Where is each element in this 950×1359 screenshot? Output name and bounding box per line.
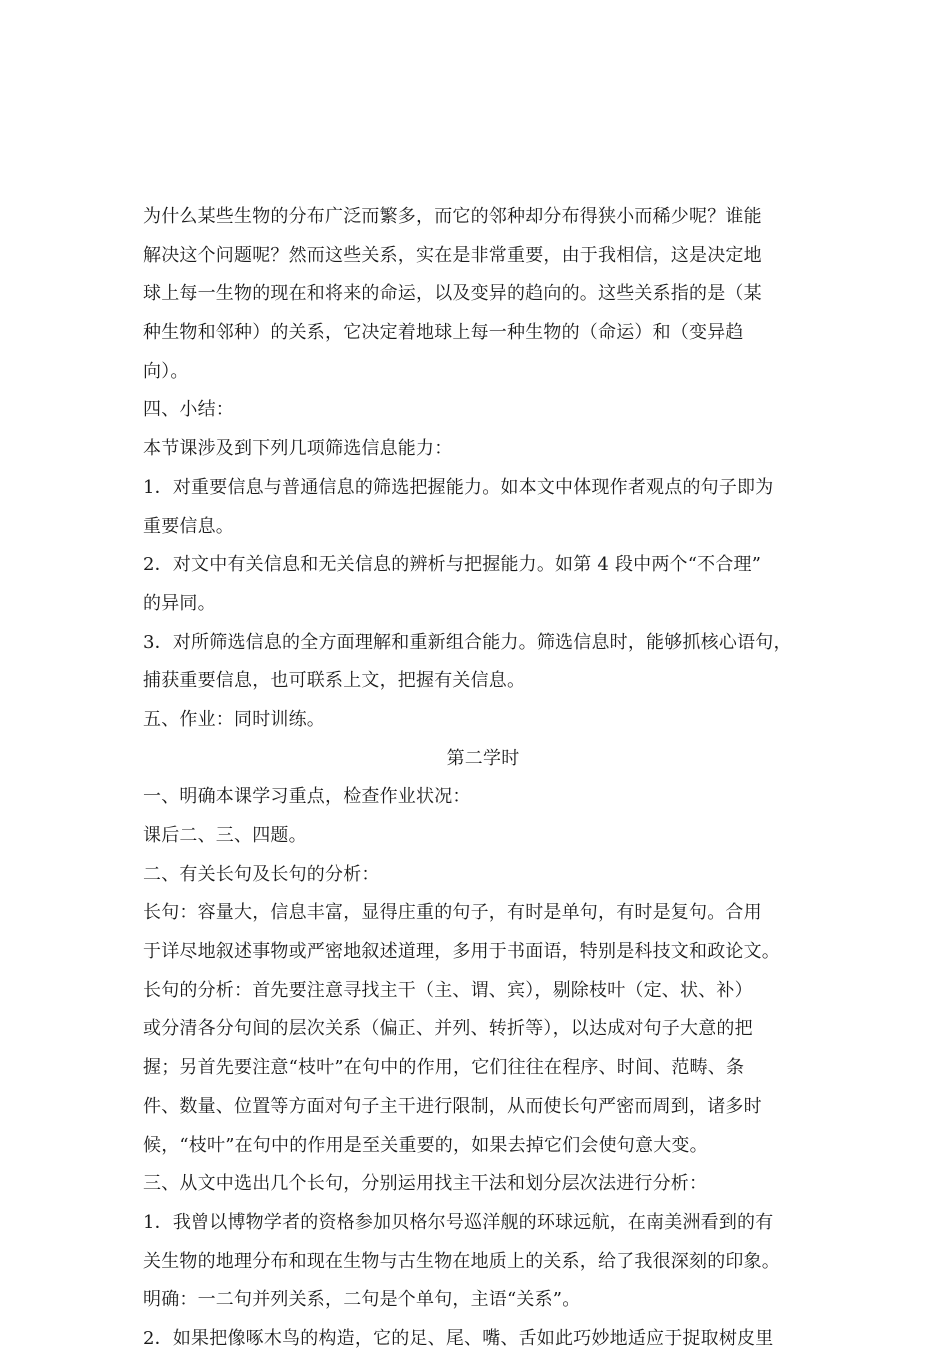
text-line: 捕获重要信息，也可联系上文，把握有关信息。: [143, 670, 526, 692]
text-line: 1．我曾以博物学者的资格参加贝格尔号巡洋舰的环球远航，在南美洲看到的有: [143, 1211, 774, 1233]
text-line: 2．对文中有关信息和无关信息的辨析与把握能力。如第 4 段中两个“不合理”: [143, 554, 762, 576]
text-line: 2．如果把像啄木鸟的构造，它的足、尾、嘴、舌如此巧妙地适应于捉取树皮里: [143, 1327, 774, 1349]
text-line: 为什么某些生物的分布广泛而繁多，而它的邻种却分布得狭小而稀少呢？谁能: [143, 206, 762, 227]
text-line: 长句的分析：首先要注意寻找主干（主、谓、宾），剔除枝叶（定、状、补）: [143, 979, 753, 1001]
text-line: 本节课涉及到下列几项筛选信息能力：: [143, 438, 453, 460]
text-line: 的异同。: [143, 592, 216, 614]
text-line: 握；另首先要注意“枝叶”在句中的作用，它们往往在程序、时间、范畴、条: [143, 1057, 745, 1079]
text-line: 明确：一二句并列关系，二句是个单句，主语“关系”。: [143, 1289, 581, 1311]
text-line: 向）。: [143, 360, 189, 382]
text-line: 五、作业：同时训练。: [143, 708, 325, 730]
text-line: 四、小结：: [143, 399, 234, 421]
text-line: 课后二、三、四题。: [143, 825, 307, 846]
text-line: 于详尽地叙述事物或严密地叙述道理，多用于书面语，特别是科技文和政论文。: [143, 941, 780, 963]
text-line: 长句：容量大，信息丰富，显得庄重的句子，有时是单句，有时是复句。合用: [143, 902, 762, 924]
document-body: [143, 198, 823, 1359]
section-heading: 第二学时: [446, 747, 520, 769]
text-line: 种生物和邻种）的关系，它决定着地球上每一种生物的（命运）和（变异趋: [143, 322, 744, 344]
text-line: 解决这个问题呢？然而这些关系，实在是非常重要，由于我相信，这是决定地: [143, 244, 762, 266]
text-line: 二、有关长句及长句的分析：: [143, 863, 380, 885]
text-line: 三、从文中选出几个长句，分别运用找主干法和划分层次法进行分析：: [143, 1173, 708, 1195]
text-line: 或分清各分句间的层次关系（偏正、并列、转折等），以达成对句子大意的把: [143, 1018, 753, 1040]
text-line: 候，“枝叶”在句中的作用是至关重要的，如果去掉它们会使句意大变。: [143, 1134, 708, 1156]
text-line: 件、数量、位置等方面对句子主干进行限制，从而使长句严密而周到，诸多时: [143, 1095, 762, 1117]
text-line: 关生物的地理分布和现在生物与古生物在地质上的关系，给了我很深刻的印象。: [143, 1250, 780, 1272]
text-line: 3．对所筛选信息的全方面理解和重新组合能力。筛选信息时，能够抓核心语句，: [143, 631, 792, 653]
text-line: 1．对重要信息与普通信息的筛选把握能力。如本文中体现作者观点的句子即为: [143, 476, 774, 498]
text-line: 一、明确本课学习重点，检查作业状况：: [143, 786, 471, 808]
text-line: 球上每一生物的现在和将来的命运，以及变异的趋向的。这些关系指的是（某: [143, 283, 762, 305]
text-line: 重要信息。: [143, 515, 234, 537]
